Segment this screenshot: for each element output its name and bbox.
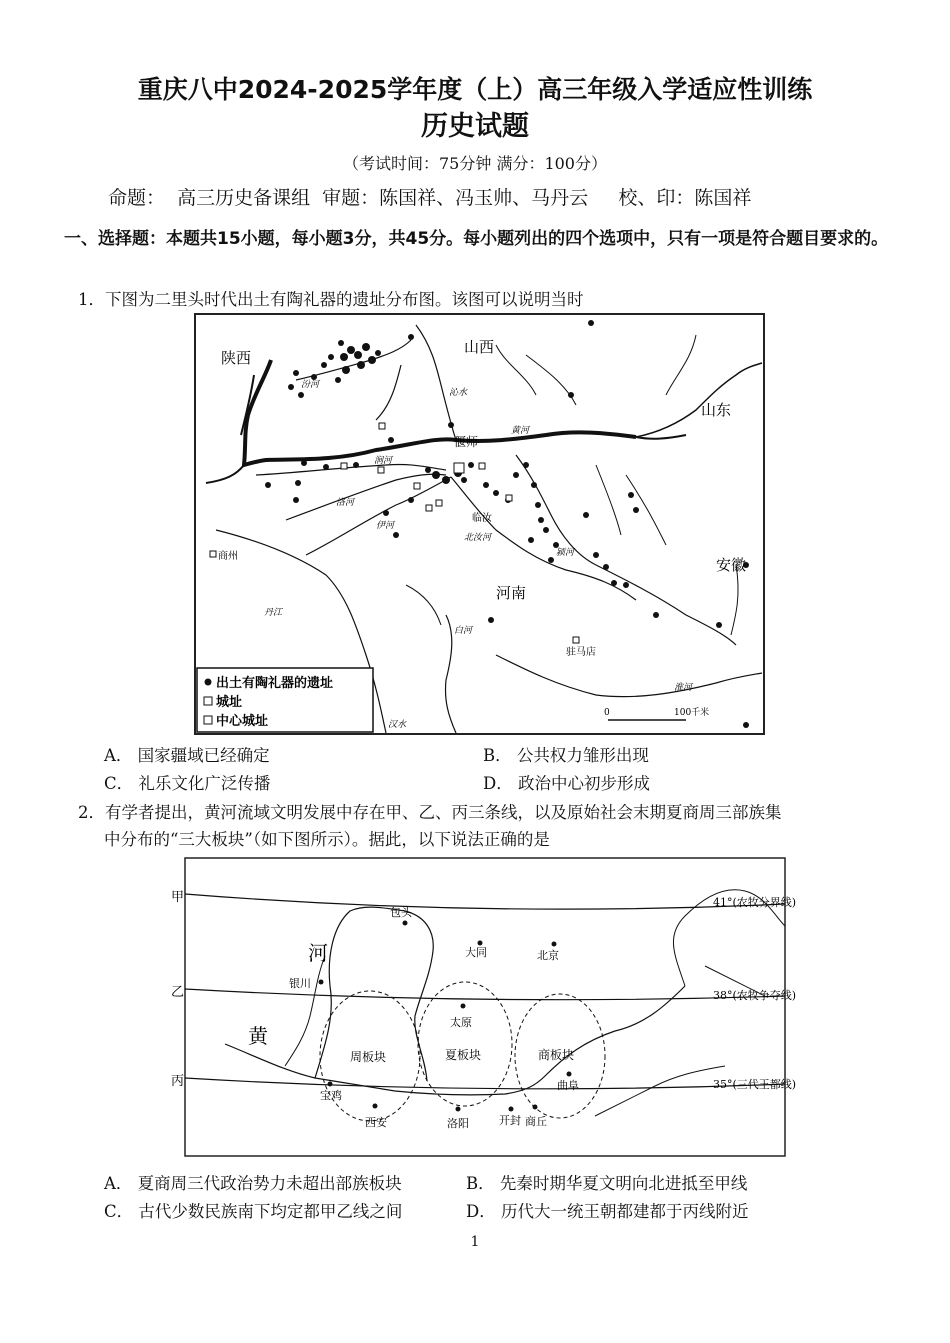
svg-text:商板块: 商板块 [538, 1048, 575, 1062]
svg-text:汾河: 汾河 [301, 380, 320, 390]
svg-text:周板块: 周板块 [350, 1050, 387, 1064]
svg-text:沁水: 沁水 [449, 388, 468, 398]
svg-text:河南: 河南 [496, 584, 527, 602]
q2-option-d: D． 历代大一统王朝都建都于丙线附近 [466, 1202, 749, 1221]
svg-text:山西: 山西 [464, 338, 495, 356]
page-number: 1 [470, 1234, 480, 1250]
svg-text:曲阜: 曲阜 [557, 1079, 579, 1092]
svg-text:淮河: 淮河 [674, 683, 693, 693]
svg-text:临汝: 临汝 [472, 513, 492, 524]
q2-option-a: A． 夏商周三代政治势力未超出部族板块 [104, 1174, 402, 1193]
svg-text:汉水: 汉水 [388, 720, 407, 730]
svg-text:41°(农牧分界线): 41°(农牧分界线) [713, 896, 797, 909]
svg-text:山东: 山东 [701, 401, 732, 419]
svg-text:陕西: 陕西 [221, 349, 252, 367]
svg-text:0: 0 [604, 708, 610, 718]
q1-option-a: A． 国家疆域已经确定 [104, 746, 270, 765]
q2-option-c: C． 古代少数民族南下均定都甲乙线之间 [104, 1202, 403, 1221]
svg-text:颍河: 颍河 [556, 548, 575, 558]
svg-text:安徽: 安徽 [716, 556, 747, 574]
svg-text:偃师: 偃师 [454, 435, 479, 449]
svg-text:中心城址: 中心城址 [216, 714, 269, 729]
svg-text:开封: 开封 [499, 1114, 521, 1127]
q2-map [165, 856, 855, 1161]
q1-option-b: B． 公共权力雏形出现 [483, 746, 649, 765]
q1-site-dots [265, 320, 749, 728]
q1-option-d: D． 政治中心初步形成 [483, 774, 650, 793]
svg-text:黄河: 黄河 [511, 426, 530, 436]
svg-text:洛阳: 洛阳 [447, 1117, 469, 1130]
svg-text:洛河: 洛河 [336, 498, 355, 508]
svg-text:包头: 包头 [390, 906, 412, 919]
svg-text:乙: 乙 [171, 985, 185, 1000]
q1-map [194, 313, 765, 735]
svg-text:银川: 银川 [289, 977, 311, 990]
svg-text:出土有陶礼器的遗址: 出土有陶礼器的遗址 [216, 676, 334, 691]
svg-text:黄: 黄 [248, 1024, 268, 1048]
staff-line: 命题： 高三历史备课组 审题：陈国祥、冯玉帅、马丹云 校、印：陈国祥 [108, 187, 752, 209]
svg-text:北京: 北京 [537, 949, 559, 962]
svg-text:商丘: 商丘 [525, 1115, 547, 1128]
svg-text:河: 河 [308, 941, 328, 965]
svg-text:城址: 城址 [216, 695, 243, 710]
q2-option-b: B． 先秦时期华夏文明向北进抵至甲线 [466, 1174, 748, 1193]
svg-text:太原: 太原 [450, 1016, 472, 1029]
svg-text:涧河: 涧河 [374, 456, 393, 466]
svg-text:白河: 白河 [454, 626, 473, 636]
svg-text:38°(农牧争夺线): 38°(农牧争夺线) [713, 989, 797, 1002]
question-2-stem-line1: 2．有学者提出，黄河流域文明发展中存在甲、乙、丙三条线，以及原始社会末期夏商周三部族集 [78, 803, 782, 822]
section-heading: 一、选择题：本题共15小题，每小题3分，共45分。每小题列出的四个选项中，只有一项是符合题目要求的。 [64, 229, 889, 249]
question-1-stem: 1．下图为二里头时代出土有陶礼器的遗址分布图。该图可以说明当时 [78, 290, 584, 309]
svg-text:伊河: 伊河 [376, 521, 395, 531]
svg-text:35°(三代王都线): 35°(三代王都线) [713, 1078, 797, 1091]
svg-text:夏板块: 夏板块 [445, 1048, 482, 1062]
q1-option-c: C． 礼乐文化广泛传播 [104, 774, 271, 793]
svg-text:大同: 大同 [465, 946, 487, 959]
svg-text:商州: 商州 [218, 551, 238, 562]
svg-text:宝鸡: 宝鸡 [320, 1089, 342, 1102]
svg-text:丙: 丙 [171, 1074, 185, 1089]
svg-text:100千米: 100千米 [674, 708, 710, 718]
exam-info: （考试时间：75分钟 满分：100分） [343, 154, 607, 173]
svg-text:丹江: 丹江 [264, 608, 283, 618]
svg-text:西安: 西安 [365, 1116, 387, 1129]
q1-map-svg [196, 315, 763, 733]
exam-title: 重庆八中2024-2025学年度（上）高三年级入学适应性训练 [137, 75, 813, 104]
exam-subject-title: 历史试题 [421, 111, 529, 142]
svg-text:驻马店: 驻马店 [566, 647, 596, 658]
question-2-stem-line2: 中分布的“三大板块”（如下图所示）。据此，以下说法正确的是 [104, 830, 550, 849]
svg-text:北汝河: 北汝河 [464, 533, 492, 543]
svg-text:甲: 甲 [171, 890, 185, 905]
